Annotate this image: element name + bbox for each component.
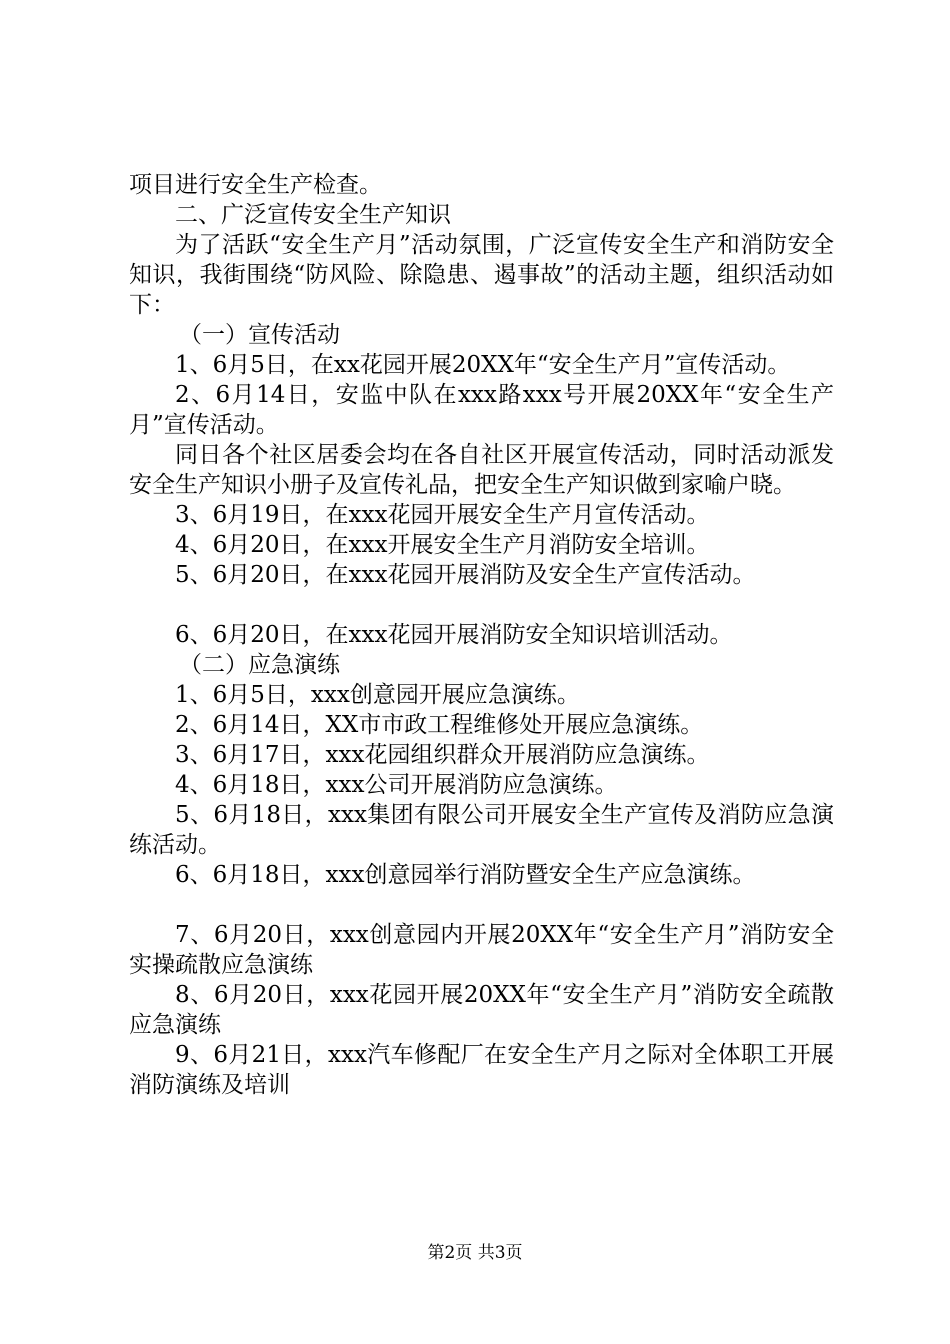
publicity-note: 同日各个社区居委会均在各自社区开展宣传活动，同时活动派发安全生产知识小册子及宣传礼品，把安全生产知识做到家喻户晓。 [129,442,834,498]
publicity-item-6: 6、6月20日，在xxx花园开展消防安全知识培训活动。 [175,622,733,648]
drill-item-5: 5、6月18日，xxx集团有限公司开展安全生产宣传及消防应急演练活动。 [129,802,834,858]
drill-item-3: 3、6月17日，xxx花园组织群众开展消防应急演练。 [175,742,710,768]
publicity-item-5: 5、6月20日，在xxx花园开展消防及安全生产宣传活动。 [175,562,756,588]
page-footer: 第2页 共3页 [427,1243,523,1263]
paragraph-continuation: 项目进行安全生产检查。 [129,172,382,198]
paragraph-intro: 为了活跃“安全生产月”活动氛围，广泛宣传安全生产和消防安全知识，我街围绕“防风险、除隐患、遏事故”的活动主题，组织活动如下： [129,232,834,318]
publicity-item-4: 4、6月20日，在xxx开展安全生产月消防安全培训。 [175,532,710,558]
publicity-item-2: 2、6月14日，安监中队在xxx路xxx号开展20XX年“安全生产月”宣传活动。 [129,382,834,438]
drill-item-8: 8、6月20日，xxx花园开展20XX年“安全生产月”消防安全疏散应急演练 [129,982,834,1038]
drill-item-1: 1、6月5日，xxx创意园开展应急演练。 [175,682,580,708]
section-heading-2: 二、广泛宣传安全生产知识 [175,202,451,228]
drill-item-9: 9、6月21日，xxx汽车修配厂在安全生产月之际对全体职工开展消防演练及培训 [129,1042,834,1098]
drill-item-6: 6、6月18日，xxx创意园举行消防暨安全生产应急演练。 [175,862,756,888]
publicity-item-1: 1、6月5日，在xx花园开展20XX年“安全生产月”宣传活动。 [175,352,791,378]
drill-item-4: 4、6月18日，xxx公司开展消防应急演练。 [175,772,618,798]
subheading-publicity: （一）宣传活动 [179,322,340,348]
document-body [129,170,834,1100]
drill-item-7: 7、6月20日，xxx创意园内开展20XX年“安全生产月”消防安全实操疏散应急演练 [129,922,834,978]
blank-line [129,890,834,920]
blank-line [129,590,834,620]
drill-item-2: 2、6月14日，XX市市政工程维修处开展应急演练。 [175,712,704,738]
publicity-item-3: 3、6月19日，在xxx花园开展安全生产月宣传活动。 [175,502,710,528]
subheading-drills: （二）应急演练 [179,652,340,678]
